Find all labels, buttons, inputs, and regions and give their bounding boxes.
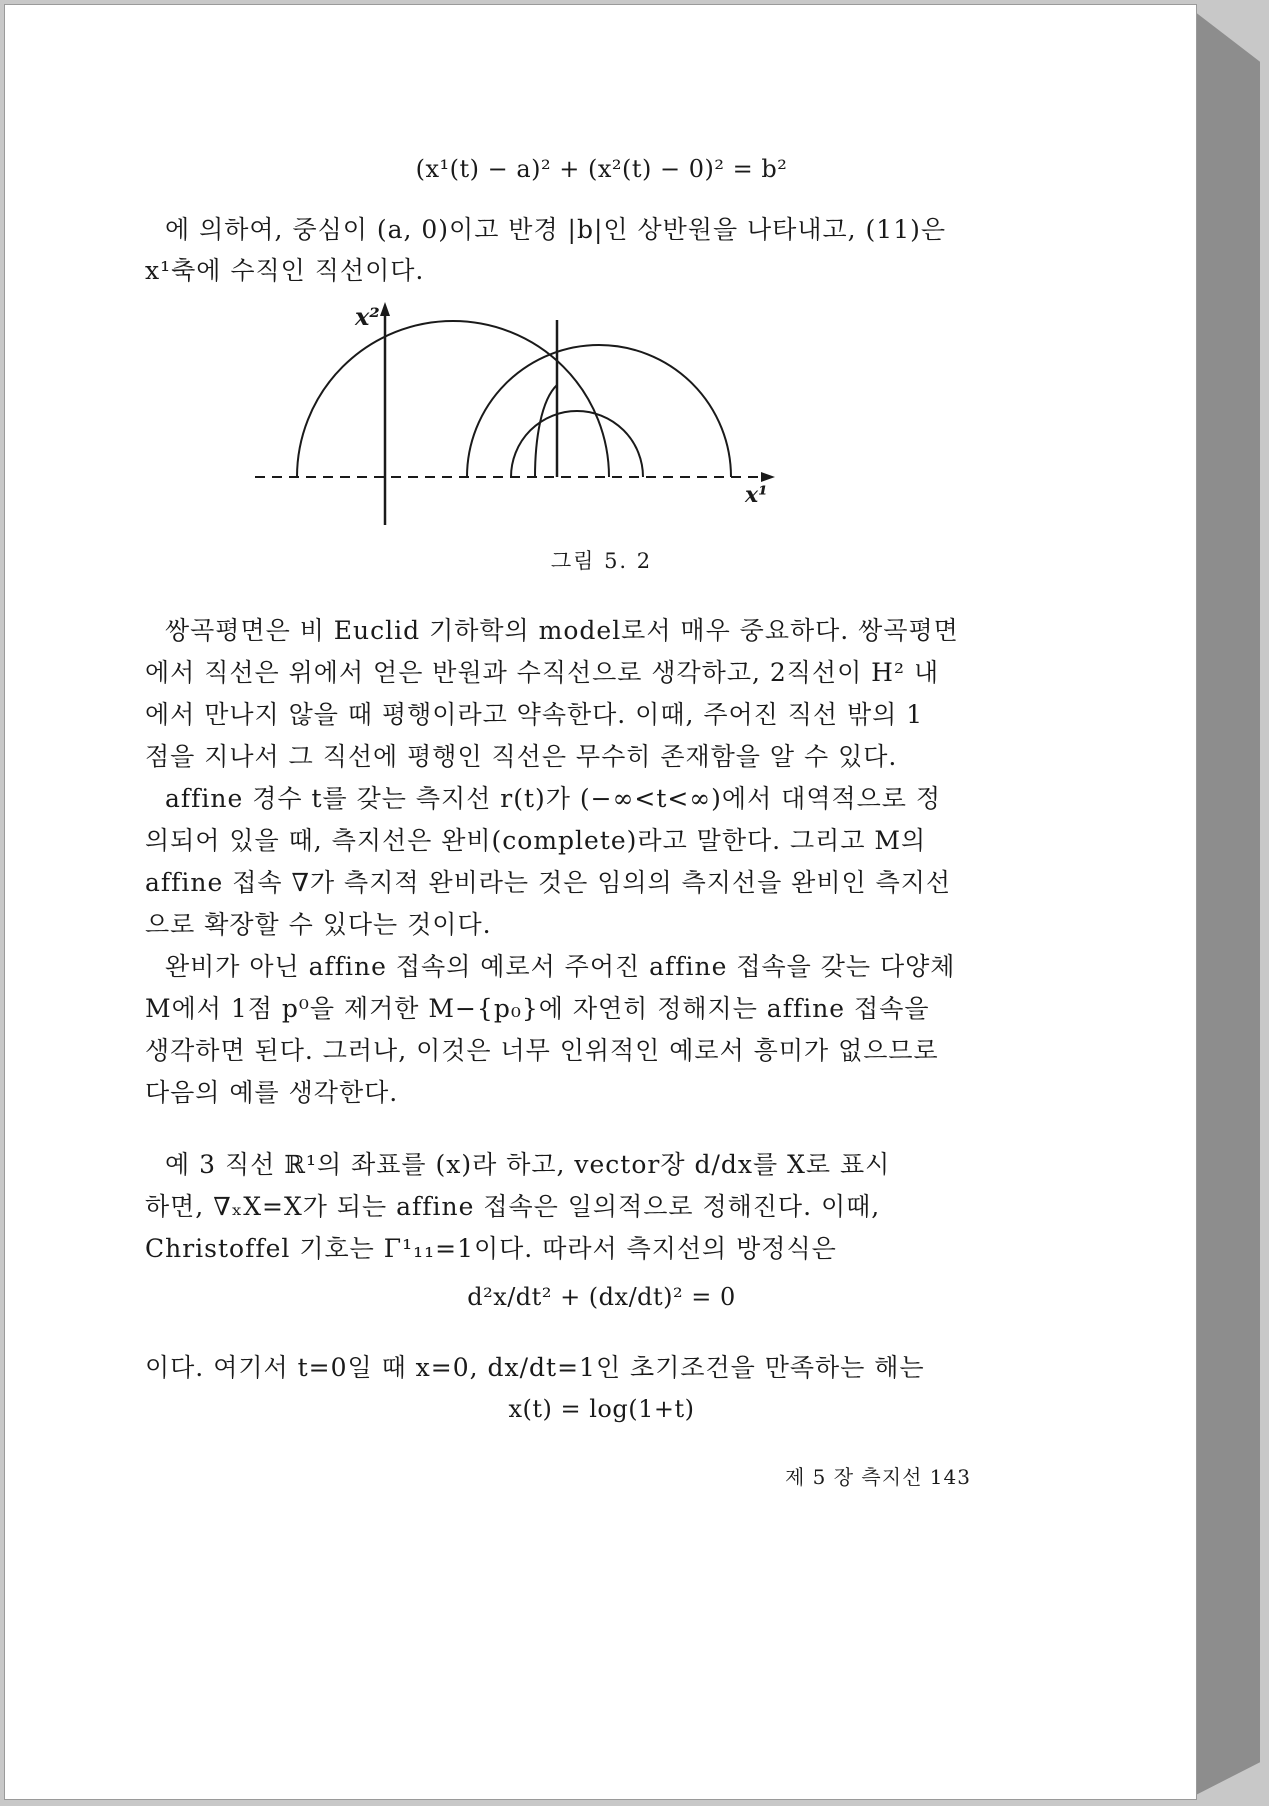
paragraph3-line3: affine 접속 ∇가 측지적 완비라는 것은 임의의 측지선을 완비인 측지선 xyxy=(145,868,952,897)
paragraph4-line4: 다음의 예를 생각한다. xyxy=(145,1078,399,1107)
large-semicircle xyxy=(297,321,609,477)
paragraph2-line3: 에서 만나지 않을 때 평행이라고 약속한다. 이때, 주어진 직선 밖의 1 xyxy=(145,700,924,729)
paragraph2-line2: 에서 직선은 위에서 얻은 반원과 수직선으로 생각하고, 2직선이 H² 내 xyxy=(145,658,940,687)
paragraph3-line4: 으로 확장할 수 있다는 것이다. xyxy=(145,910,492,939)
book-page xyxy=(4,4,1197,1800)
y-axis-label: x² xyxy=(355,302,380,331)
right-semicircle xyxy=(467,345,731,477)
x-axis-label: x¹ xyxy=(745,482,768,508)
paragraph2-line4: 점을 지나서 그 직선에 평행인 직선은 무수히 존재함을 알 수 있다. xyxy=(145,742,898,771)
top-equation: (x¹(t) − a)² + (x²(t) − 0)² = b² xyxy=(415,155,788,183)
paragraph4-line3: 생각하면 된다. 그러나, 이것은 너무 인위적인 예로서 흥미가 없으므로 xyxy=(145,1036,939,1065)
figure-caption: 그림 5. 2 xyxy=(550,549,653,573)
inner-arc xyxy=(535,385,557,477)
x-axis-arrow xyxy=(761,472,775,482)
paragraph1-line1: 에 의하여, 중심이 (a, 0)이고 반경 |b|인 상반원을 나타내고, (11)은 xyxy=(165,215,946,244)
paragraph3-line2: 의되어 있을 때, 측지선은 완비(complete)라고 말한다. 그리고 M의 xyxy=(145,826,927,855)
figure-5-2 xyxy=(255,300,795,530)
paragraph3-line1: affine 경수 t를 갖는 측지선 r(t)가 (−∞<t<∞)에서 대역적으로 정 xyxy=(165,784,942,813)
page-footer: 제 5 장 측지선 143 xyxy=(785,1465,971,1489)
example-line3: Christoffel 기호는 Γ¹₁₁=1이다. 따라서 측지선의 방정식은 xyxy=(145,1234,837,1263)
paragraph2-line1: 쌍곡평면은 비 Euclid 기하학의 model로서 매우 중요하다. 쌍곡평면 xyxy=(165,616,959,645)
example-line2: 하면, ∇ₓX=X가 되는 affine 접속은 일의적으로 정해진다. 이때, xyxy=(145,1192,881,1221)
paragraph4-line2: M에서 1점 p⁰을 제거한 M−{p₀}에 자연히 정해지는 affine 접속을 xyxy=(145,994,930,1023)
y-axis-arrow xyxy=(380,302,390,316)
page-edge-shadow xyxy=(1190,8,1260,1798)
geodesic-equation: d²x/dt² + (dx/dt)² = 0 xyxy=(467,1283,736,1311)
small-semicircle xyxy=(511,411,643,477)
paragraph5: 이다. 여기서 t=0일 때 x=0, dx/dt=1인 초기조건을 만족하는 해는 xyxy=(145,1353,925,1382)
paragraph1-line2: x¹축에 수직인 직선이다. xyxy=(145,256,425,285)
solution-equation: x(t) = log(1+t) xyxy=(508,1395,695,1423)
paragraph4-line1: 완비가 아닌 affine 접속의 예로서 주어진 affine 접속을 갖는 다양체 xyxy=(165,952,956,981)
example-line1: 예 3 직선 ℝ¹의 좌표를 (x)라 하고, vector장 d/dx를 X로 표시 xyxy=(165,1150,891,1179)
